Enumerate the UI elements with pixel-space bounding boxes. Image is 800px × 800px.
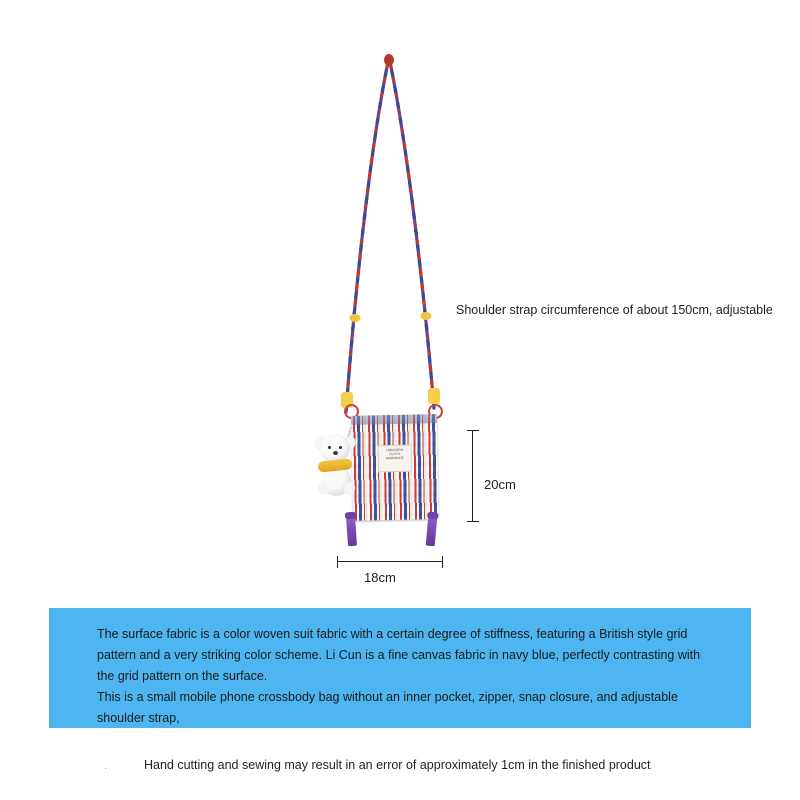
width-dimension-line <box>337 556 443 568</box>
tassel-right <box>426 516 438 547</box>
width-label: 18cm <box>364 570 396 585</box>
bag-brand-label: HODCORN CLOTH HANDMADE <box>378 445 413 473</box>
height-dimension-line <box>467 430 479 522</box>
description-panel <box>49 608 751 728</box>
charm-eye-right <box>339 446 342 449</box>
height-label: 20cm <box>484 477 516 492</box>
bag-top-band <box>351 414 437 425</box>
plush-dog-charm <box>312 432 364 504</box>
description-paragraph-1: The surface fabric is a color woven suit fabric with a certain degree of stiffness, featuring a British style grid pattern and a very striking color scheme. Li Cun is a fine canvas fabric in navy blue, perfectly contrasting with the grid pattern on the surface. <box>97 627 701 683</box>
tassel-knot <box>345 512 356 520</box>
charm-nose <box>333 451 338 455</box>
height-cap-bottom <box>467 521 479 522</box>
plaid-crossbody-bag <box>351 414 439 521</box>
width-line <box>337 561 443 562</box>
height-line <box>472 430 473 522</box>
footer-disclaimer: Hand cutting and sewing may result in an error of approximately 1cm in the finished product <box>144 758 651 772</box>
strap-measurement-note: Shoulder strap circumference of about 150cm, adjustable <box>456 303 773 317</box>
charm-eye-left <box>328 446 331 449</box>
shoulder-strap-illustration <box>300 40 520 430</box>
width-cap-right <box>442 556 443 568</box>
footer-bullet-icon: · <box>104 763 108 774</box>
description-paragraph-2: This is a small mobile phone crossbody bag without an inner pocket, zipper, snap closure, and adjustable shoulder strap, <box>97 690 678 725</box>
tassel-knot <box>427 512 439 520</box>
